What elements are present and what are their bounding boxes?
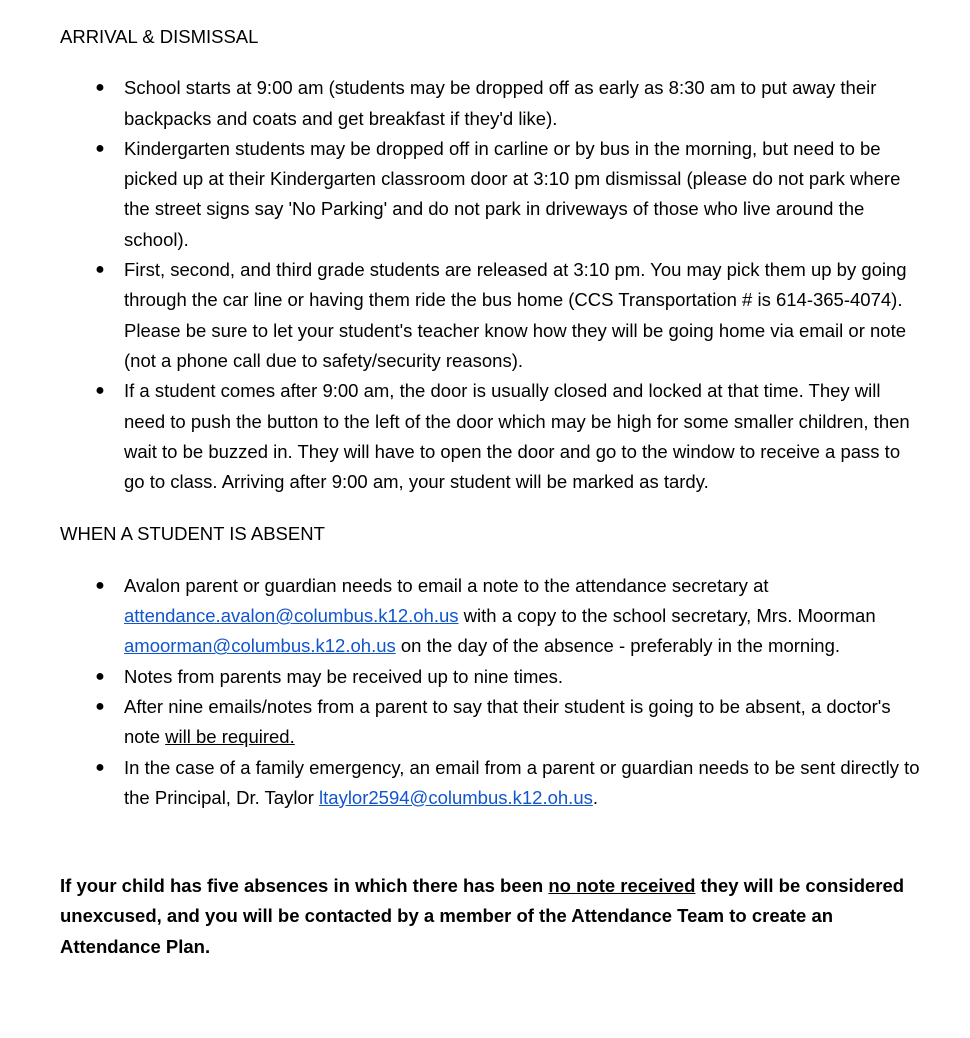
bullet-icon: ● — [95, 261, 105, 279]
list-item — [60, 255, 920, 376]
list-item-text: If a student comes after 9:00 am, the door is usually closed and locked at that time. They will need to push the button to the left of the door which may be high for some smaller children, then wait to be buzzed in. They will have to open the door and go to the window to receive a pass to go to class. Arriving after 9:00 am, your student will be marked as tardy. — [124, 380, 910, 493]
list-item-text: . — [592, 786, 598, 808]
closing-text: they will be considered unexcused, and you will be contacted by a member of the Attendance Team to create an Attendance Plan. — [60, 875, 905, 957]
bullet-icon: ● — [95, 697, 105, 715]
list-item-text: Kindergarten students may be dropped off in carline or by bus in the morning, but need to be picked up at their Kindergarten classroom door at 3:10 pm dismissal (please do not park where the street signs say 'No Parking' and do not park in driveways of those who live around the school). — [124, 137, 901, 250]
secretary-email-link[interactable]: amoorman@columbus.k12.oh.us — [124, 635, 396, 657]
absence-list — [60, 571, 920, 813]
bullet-icon: ● — [95, 758, 105, 776]
bullet-icon: ● — [95, 667, 105, 685]
bullet-icon: ● — [95, 576, 105, 594]
list-item-text: School starts at 9:00 am (students may be dropped off as early as 8:30 am to put away their backpacks and coats and get breakfast if they'd like). — [124, 77, 877, 129]
bullet-icon: ● — [95, 79, 105, 97]
underlined-text: will be required. — [165, 726, 295, 748]
underlined-text: no note received — [548, 875, 696, 897]
arrival-list — [60, 73, 920, 497]
section-heading-arrival: ARRIVAL & DISMISSAL — [60, 26, 259, 47]
closing-text: If your child has five absences in which there has been — [60, 875, 549, 897]
list-item — [60, 571, 920, 662]
bullet-icon: ● — [95, 139, 105, 157]
list-item — [60, 134, 920, 255]
list-item-text: on the day of the absence - preferably in the morning. — [395, 635, 841, 657]
list-item-text: After nine emails/notes from a parent to say that their student is going to be absent, a doctor's note — [124, 695, 891, 748]
list-item — [60, 692, 920, 753]
list-item-text: First, second, and third grade students are released at 3:10 pm. You may pick them up by going through the car line or having them ride the bus home (CCS Transportation # is 614-365-4074). Please be sure to let your student's teacher know how they will be going home via email or note (not a phone call due to safety/security reasons). — [124, 259, 907, 371]
list-item-text: Notes from parents may be received up to nine times. — [124, 665, 564, 687]
section-heading-absent: WHEN A STUDENT IS ABSENT — [60, 523, 325, 545]
list-item-text: Avalon parent or guardian needs to email a note to the attendance secretary at — [124, 574, 769, 596]
list-item — [60, 753, 920, 814]
list-item-text: In the case of a family emergency, an email from a parent or guardian needs to be sent directly to the Principal, Dr. Taylor — [124, 756, 920, 808]
bullet-icon: ● — [95, 382, 105, 400]
list-item — [60, 376, 920, 497]
list-item-text: with a copy to the school secretary, Mrs. Moorman — [458, 605, 876, 627]
list-item — [60, 662, 920, 692]
attendance-email-link[interactable]: attendance.avalon@columbus.k12.oh.us — [124, 605, 459, 627]
principal-email-link[interactable]: ltaylor2594@columbus.k12.oh.us — [319, 786, 593, 808]
list-item — [60, 73, 920, 134]
closing-paragraph — [60, 871, 920, 962]
document-body — [60, 22, 920, 981]
